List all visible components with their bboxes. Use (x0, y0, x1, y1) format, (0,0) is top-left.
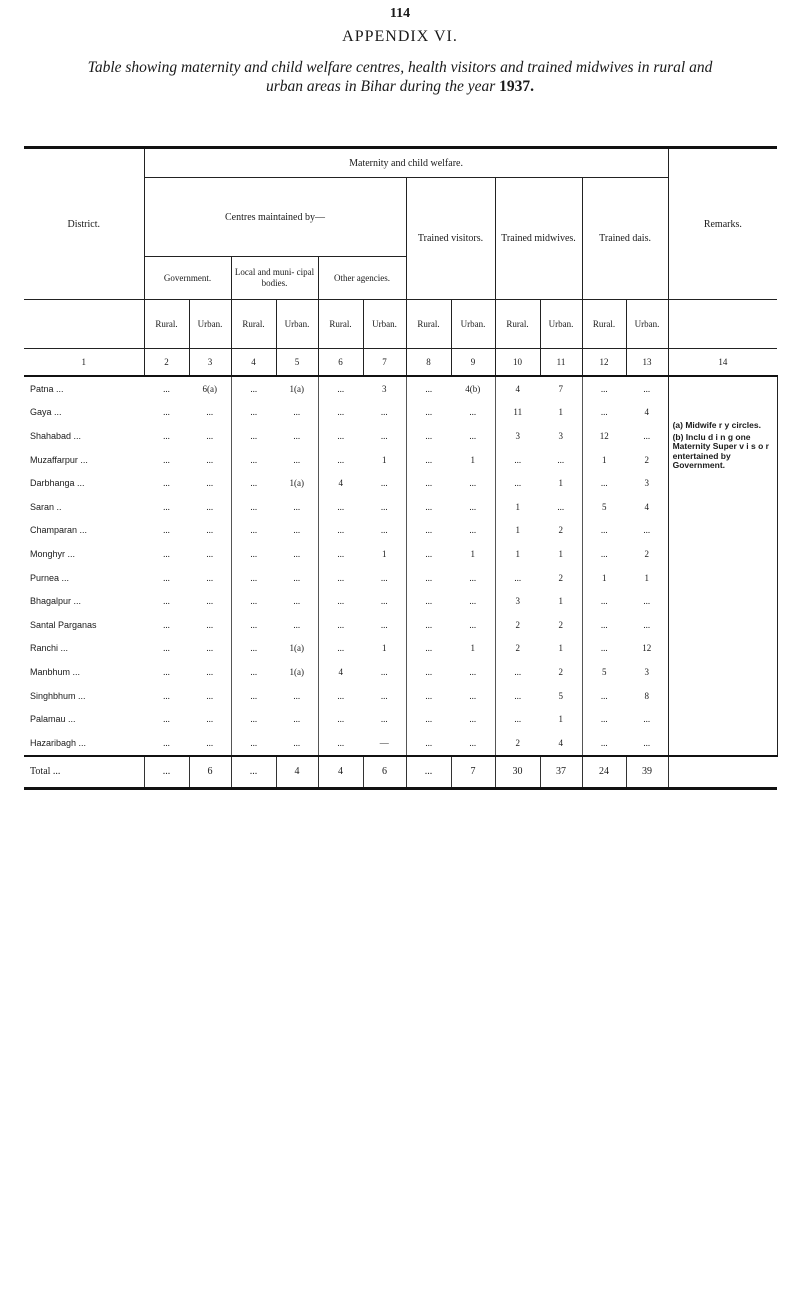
cell-value: ... (163, 383, 170, 394)
cell-value: ... (469, 572, 477, 583)
cell-value: ... (406, 401, 451, 425)
cell-value: ... (206, 619, 214, 630)
cell-value: ... (406, 660, 451, 684)
urban-label: Urban. (451, 300, 495, 349)
cell-value: ... (582, 684, 626, 708)
cell-value: ... (293, 407, 301, 418)
column-number: 13 (626, 349, 668, 377)
cell-value: ... (231, 566, 276, 590)
rural-label: Rural. (582, 300, 626, 349)
cell-value: ... (206, 407, 214, 418)
total-value: ... (406, 756, 451, 789)
cell-value: 4(b) (465, 383, 481, 394)
table-title (30, 58, 770, 96)
urban-label: Urban. (189, 300, 231, 349)
cell-value: ... (231, 448, 276, 472)
table-row (24, 448, 777, 472)
cell-value: ... (163, 690, 170, 701)
table-row (24, 589, 777, 613)
cell-value: ... (495, 707, 540, 731)
column-number: 2 (144, 349, 189, 377)
cell-value: ... (557, 501, 565, 512)
cell-value: ... (163, 454, 170, 465)
cell-value: 1 (558, 478, 563, 489)
total-label: Total ... (24, 756, 144, 789)
cell-value: 1 (558, 714, 563, 725)
cell-value: ... (582, 707, 626, 731)
government-header: Government. (144, 257, 231, 300)
header-row-1 (24, 148, 777, 178)
cell-value: ... (469, 525, 477, 536)
cell-value: ... (643, 596, 651, 607)
cell-value: 3 (644, 478, 650, 489)
cell-value: ... (643, 714, 651, 725)
cell-value: ... (495, 684, 540, 708)
table-row (24, 566, 777, 590)
remark-note: (b) Inclu d i n g one Maternity Super v i s o r entertained by Government. (672, 431, 769, 470)
cell-value: ... (163, 525, 170, 536)
cell-value: ... (163, 666, 170, 677)
cell-value: ... (469, 737, 477, 748)
cell-value: ... (582, 376, 626, 401)
table-row (24, 495, 777, 519)
district-name: Champaran ... (30, 525, 88, 536)
table-row (24, 542, 777, 566)
cell-value: ... (318, 519, 363, 543)
column-number: 10 (495, 349, 540, 377)
cell-value: ... (231, 637, 276, 661)
cell-value: ... (206, 478, 214, 489)
cell-value: ... (643, 737, 651, 748)
district-name: Manbhum ... (30, 666, 81, 677)
cell-value: 1(a) (289, 643, 304, 654)
cell-value: ... (406, 566, 451, 590)
cell-value: ... (582, 542, 626, 566)
cell-value: ... (380, 619, 388, 630)
cell-value: ... (406, 589, 451, 613)
cell-value: ... (406, 471, 451, 495)
cell-value: 2 (495, 613, 540, 637)
cell-value: ... (495, 471, 540, 495)
district-name: Patna ... (30, 383, 64, 394)
cell-value: 2 (644, 454, 650, 465)
rural-label: Rural. (495, 300, 540, 349)
local-bodies-header: Local and muni- cipal bodies. (231, 257, 318, 300)
cell-value: ... (163, 572, 170, 583)
cell-value: ... (163, 643, 170, 654)
cell-value: 12 (642, 643, 652, 654)
cell-value: ... (406, 613, 451, 637)
cell-value: ... (318, 589, 363, 613)
cell-value: ... (582, 731, 626, 756)
cell-value: ... (380, 690, 388, 701)
cell-value: 1(a) (289, 478, 304, 489)
cell-value: ... (318, 566, 363, 590)
cell-value: 1 (382, 454, 387, 465)
page-number: 114 (389, 6, 411, 21)
cell-value: ... (293, 454, 301, 465)
cell-value: ... (293, 619, 301, 630)
cell-value: ... (318, 401, 363, 425)
cell-value: ... (380, 407, 388, 418)
rural-label: Rural. (318, 300, 363, 349)
trained-visitors-header: Trained visitors. (406, 178, 495, 300)
cell-value: ... (469, 690, 477, 701)
cell-value: ... (406, 424, 451, 448)
maternity-table (24, 146, 778, 790)
district-name: Monghyr ... (30, 548, 76, 559)
cell-value: 6(a) (202, 383, 217, 394)
urban-label: Urban. (363, 300, 406, 349)
cell-value: ... (582, 401, 626, 425)
cell-value: 1 (382, 643, 387, 654)
cell-value: ... (406, 684, 451, 708)
total-value: ... (144, 756, 189, 789)
cell-value: ... (380, 430, 388, 441)
cell-value: 2 (558, 619, 563, 630)
cell-value: ... (231, 495, 276, 519)
cell-value: ... (163, 501, 170, 512)
cell-value: 1 (558, 548, 563, 559)
cell-value: ... (643, 619, 651, 630)
cell-value: ... (318, 637, 363, 661)
district-name: Shahabad ... (30, 430, 82, 441)
cell-value: ... (293, 501, 301, 512)
cell-value: ... (495, 448, 540, 472)
cell-value: ... (643, 525, 651, 536)
remark-note: (a) Midwife r y circles. (672, 420, 761, 430)
cell-value: ... (231, 424, 276, 448)
cell-value: ... (380, 501, 388, 512)
remarks-header: Remarks. (668, 148, 777, 300)
column-number: 6 (318, 349, 363, 377)
cell-value: 3 (495, 589, 540, 613)
total-row (24, 756, 777, 789)
table-row (24, 637, 777, 661)
cell-value: ... (206, 572, 214, 583)
cell-value: ... (495, 566, 540, 590)
cell-value: ... (380, 714, 388, 725)
cell-value: 2 (495, 731, 540, 756)
district-name: Darbhanga ... (30, 478, 85, 489)
cell-value: ... (206, 596, 214, 607)
cell-value: ... (469, 501, 477, 512)
district-name: Saran .. (30, 501, 62, 512)
cell-value: ... (643, 430, 651, 441)
cell-value: ... (293, 572, 301, 583)
cell-value: ... (582, 613, 626, 637)
cell-value: ... (469, 596, 477, 607)
cell-value: ... (163, 737, 170, 748)
cell-value: ... (406, 519, 451, 543)
cell-value: ... (380, 478, 388, 489)
cell-value: ... (318, 613, 363, 637)
mcw-header: Maternity and child welfare. (144, 148, 668, 178)
column-number-row (24, 349, 777, 377)
cell-value: ... (231, 684, 276, 708)
district-name: Hazaribagh ... (30, 737, 87, 748)
cell-value: 2 (558, 572, 563, 583)
cell-value: 3 (558, 430, 563, 441)
cell-value: ... (582, 519, 626, 543)
column-number: 1 (24, 349, 144, 377)
district-name: Ranchi ... (30, 643, 69, 654)
cell-value: 3 (495, 424, 540, 448)
total-value: 30 (495, 756, 540, 789)
cell-value: 1 (582, 448, 626, 472)
cell-value: ... (380, 572, 388, 583)
table-body (24, 376, 777, 788)
cell-value: ... (469, 666, 477, 677)
cell-value: ... (582, 637, 626, 661)
cell-value: ... (406, 542, 451, 566)
cell-value: ... (163, 548, 170, 559)
cell-value: 1 (558, 407, 563, 418)
cell-value: 1 (382, 548, 387, 559)
cell-value: ... (231, 660, 276, 684)
cell-value: 1 (470, 548, 475, 559)
district-name: Purnea ... (30, 572, 70, 583)
cell-value: ... (406, 707, 451, 731)
table-row (24, 660, 777, 684)
cell-value: 1 (582, 566, 626, 590)
cell-value: 12 (582, 424, 626, 448)
cell-value: 8 (644, 690, 650, 701)
rural-urban-row (24, 300, 777, 349)
cell-value: 2 (495, 637, 540, 661)
cell-value: ... (163, 619, 170, 630)
title-line-1: Table showing maternity and child welfare centres, health visitors and trained midwives in rural and (87, 59, 713, 76)
cell-value: ... (163, 596, 170, 607)
cell-value: ... (163, 407, 170, 418)
cell-value: ... (206, 525, 214, 536)
cell-value: 4 (644, 501, 650, 512)
urban-label: Urban. (540, 300, 582, 349)
cell-value: 2 (644, 548, 650, 559)
cell-value: 1 (495, 519, 540, 543)
column-number: 11 (540, 349, 582, 377)
total-value: 4 (276, 756, 318, 789)
table-row (24, 684, 777, 708)
other-agencies-header: Other agencies. (318, 257, 406, 300)
title-year: 1937. (499, 78, 535, 95)
cell-value: ... (318, 376, 363, 401)
column-number: 12 (582, 349, 626, 377)
cell-value: 5 (558, 690, 563, 701)
column-number: 9 (451, 349, 495, 377)
cell-value: ... (582, 589, 626, 613)
cell-value: ... (206, 454, 214, 465)
cell-value: ... (293, 596, 301, 607)
title-line-2: urban areas in Bihar during the year (265, 78, 496, 95)
total-value: 37 (540, 756, 582, 789)
cell-value: ... (380, 596, 388, 607)
cell-value: ... (469, 714, 477, 725)
district-header: District. (24, 148, 144, 300)
cell-value: ... (206, 548, 214, 559)
cell-value: ... (231, 613, 276, 637)
cell-value: 2 (558, 525, 563, 536)
cell-value: 7 (558, 383, 563, 394)
cell-value: 11 (495, 401, 540, 425)
cell-value: ... (406, 731, 451, 756)
cell-value: ... (231, 376, 276, 401)
table-row (24, 401, 777, 425)
cell-value: 1 (558, 643, 563, 654)
cell-value: ... (406, 448, 451, 472)
cell-value: ... (557, 454, 565, 465)
cell-value: ... (206, 430, 214, 441)
rural-label: Rural. (231, 300, 276, 349)
cell-value: — (379, 737, 389, 748)
cell-value: ... (293, 548, 301, 559)
cell-value: ... (318, 707, 363, 731)
cell-value: ... (231, 589, 276, 613)
cell-value: ... (469, 478, 477, 489)
cell-value: 4 (644, 407, 650, 418)
total-value: ... (231, 756, 276, 789)
cell-value: ... (643, 383, 651, 394)
cell-value: 3 (382, 383, 387, 394)
cell-value: ... (231, 471, 276, 495)
table-row (24, 731, 777, 756)
cell-value: ... (206, 737, 214, 748)
trained-dais-header: Trained dais. (582, 178, 668, 300)
cell-value: 1(a) (289, 383, 304, 394)
remarks-cell (668, 376, 777, 756)
total-remarks-blank (668, 756, 777, 789)
cell-value: ... (231, 731, 276, 756)
column-number: 5 (276, 349, 318, 377)
cell-value: 4 (558, 737, 563, 748)
cell-value: 1 (558, 596, 563, 607)
urban-label: Urban. (276, 300, 318, 349)
cell-value: 5 (582, 660, 626, 684)
column-number: 14 (668, 349, 777, 377)
table-row (24, 471, 777, 495)
column-number: 3 (189, 349, 231, 377)
cell-value: 3 (644, 666, 650, 677)
column-number: 4 (231, 349, 276, 377)
cell-value: ... (318, 495, 363, 519)
cell-value: ... (293, 714, 301, 725)
district-name: Bhagalpur ... (30, 596, 82, 607)
cell-value: 4 (495, 376, 540, 401)
cell-value: ... (406, 376, 451, 401)
cell-value: ... (469, 407, 477, 418)
cell-value: ... (293, 737, 301, 748)
urban-label: Urban. (626, 300, 668, 349)
total-value: 7 (451, 756, 495, 789)
cell-value: 1(a) (289, 666, 304, 677)
cell-value: 1 (495, 495, 540, 519)
appendix-heading: APPENDIX VI. (342, 28, 458, 45)
cell-value: 5 (582, 495, 626, 519)
rural-label: Rural. (406, 300, 451, 349)
cell-value: ... (231, 401, 276, 425)
cell-value: ... (206, 666, 214, 677)
cell-value: ... (318, 448, 363, 472)
total-value: 4 (318, 756, 363, 789)
cell-value: ... (293, 690, 301, 701)
cell-value: 1 (470, 454, 475, 465)
cell-value: ... (380, 525, 388, 536)
district-name: Muzaffarpur ... (30, 454, 88, 465)
cell-value: 1 (644, 572, 650, 583)
cell-value: ... (163, 714, 170, 725)
cell-value: ... (406, 637, 451, 661)
cell-value: ... (163, 430, 170, 441)
district-name: Singhbhum ... (30, 690, 86, 701)
table-row (24, 424, 777, 448)
cell-value: ... (318, 684, 363, 708)
cell-value: ... (582, 471, 626, 495)
cell-value: ... (206, 643, 214, 654)
cell-value: 4 (318, 471, 363, 495)
cell-value: ... (231, 542, 276, 566)
total-value: 39 (626, 756, 668, 789)
district-name: Santal Parganas (30, 619, 97, 630)
table-row (24, 376, 777, 401)
cell-value: ... (206, 501, 214, 512)
table-row (24, 707, 777, 731)
cell-value: ... (163, 478, 170, 489)
cell-value: ... (231, 519, 276, 543)
cell-value: ... (206, 714, 214, 725)
total-value: 24 (582, 756, 626, 789)
table-row (24, 613, 777, 637)
district-name: Gaya ... (30, 407, 62, 418)
cell-value: ... (318, 542, 363, 566)
cell-value: ... (318, 731, 363, 756)
cell-value: 2 (558, 666, 563, 677)
cell-value: 1 (470, 643, 475, 654)
cell-value: ... (469, 619, 477, 630)
district-name: Palamau ... (30, 714, 76, 725)
rural-label: Rural. (144, 300, 189, 349)
cell-value: ... (469, 430, 477, 441)
column-number: 8 (406, 349, 451, 377)
total-value: 6 (189, 756, 231, 789)
cell-value: ... (231, 707, 276, 731)
cell-value: ... (293, 430, 301, 441)
centres-header: Centres maintained by— (144, 178, 406, 257)
column-number: 7 (363, 349, 406, 377)
cell-value: ... (495, 660, 540, 684)
cell-value: ... (293, 525, 301, 536)
cell-value: ... (406, 495, 451, 519)
table-row (24, 519, 777, 543)
total-value: 6 (363, 756, 406, 789)
trained-midwives-header: Trained midwives. (495, 178, 582, 300)
cell-value: 4 (318, 660, 363, 684)
cell-value: ... (380, 666, 388, 677)
cell-value: ... (206, 690, 214, 701)
cell-value: ... (318, 424, 363, 448)
cell-value: 1 (495, 542, 540, 566)
